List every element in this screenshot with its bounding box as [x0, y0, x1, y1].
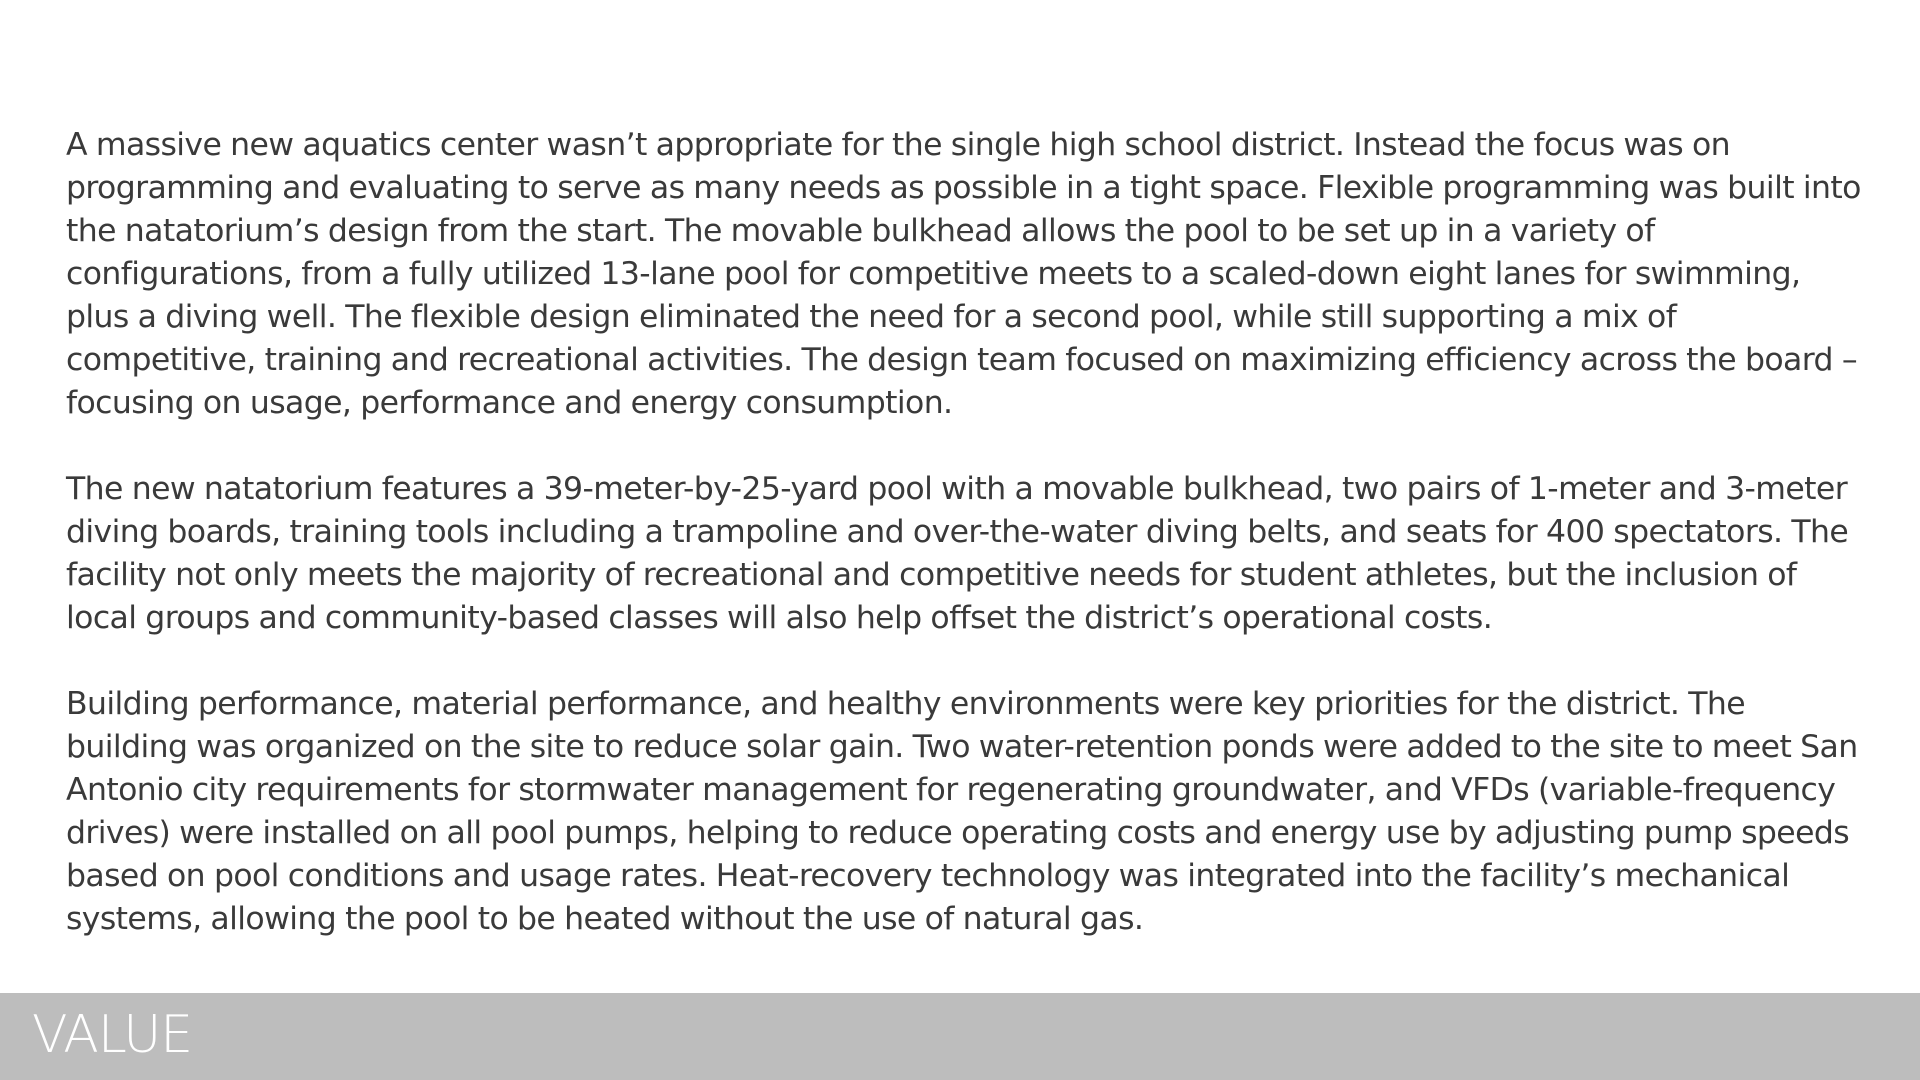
body-text	[66, 124, 1866, 984]
paragraph-3: Building performance, material performance, and healthy environments were key priorities for the district. The building was organized on the site to reduce solar gain. Two water-retention ponds were added to the site to meet San Antonio city requirements for stormwater management for regenerating groundwater, and VFDs (variable-frequency drives) were installed on all pool pumps, helping to reduce operating costs and energy use by adjusting pump speeds based on pool conditions and usage rates. Heat-recovery technology was integrated into the facility’s mechanical systems, allowing the pool to be heated without the use of natural gas.	[66, 686, 1858, 937]
section-label: VALUE	[32, 1005, 193, 1065]
paragraph-1: A massive new aquatics center wasn’t appropriate for the single high school district. Instead the focus was on programming and evaluating to serve as many needs as possible in a tight space. Flexible programming was built into the natatorium’s design from the start. The movable bulkhead allows the pool to be set up in a variety of configurations, from a fully utilized 13-lane pool for competitive meets to a scaled-down eight lanes for swimming, plus a diving well. The flexible design eliminated the need for a second pool, while still supporting a mix of competitive, training and recreational activities. The design team focused on maximizing efficiency across the board – focusing on usage, performance and energy consumption.	[66, 127, 1861, 421]
paragraph-2: The new natatorium features a 39-meter-by-25-yard pool with a movable bulkhead, two pairs of 1-meter and 3-meter diving boards, training tools including a trampoline and over-the-water diving belts, and seats for 400 spectators. The facility not only meets the majority of recreational and competitive needs for student athletes, but the inclusion of local groups and community-based classes will also help offset the district’s operational costs.	[66, 471, 1849, 636]
footer-bar	[0, 993, 1920, 1080]
